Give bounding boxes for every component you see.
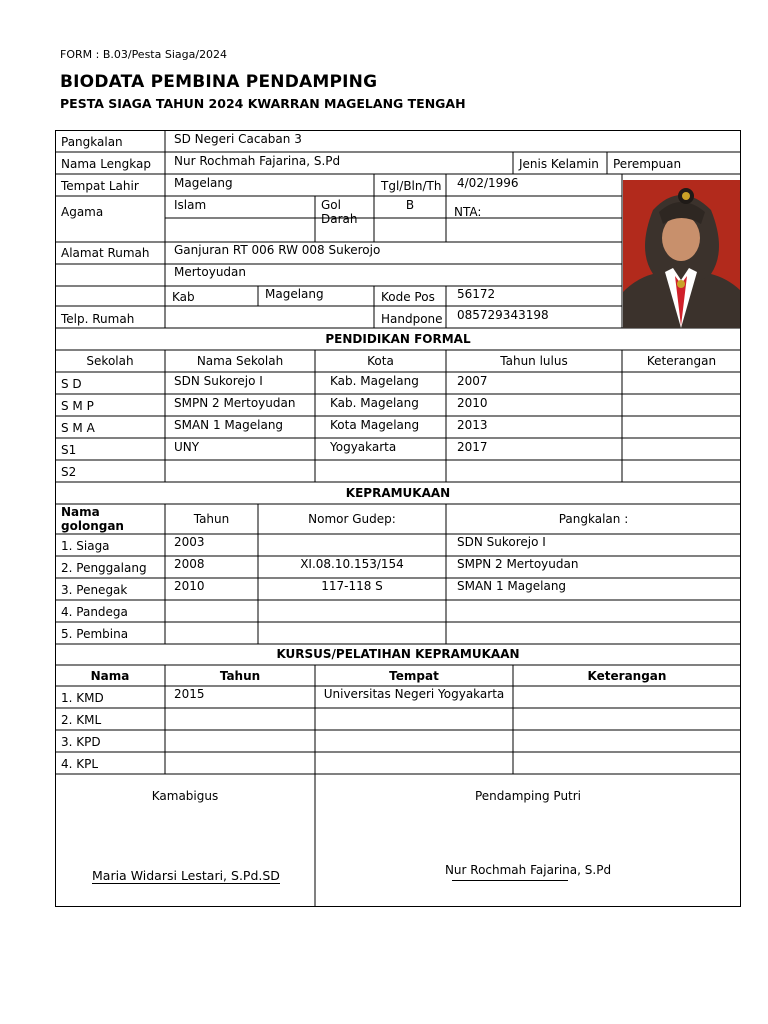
pendidikan-row-sd-year: 2007 (457, 374, 488, 388)
alamat-line-2: Mertoyudan (174, 265, 246, 279)
kursus-header-keterangan: Keterangan (587, 669, 667, 683)
kursus-row-kmd-name: 1. KMD (61, 691, 104, 705)
pendidikan-row-s1-level: S1 (61, 443, 77, 457)
tgl-lahir-value: 4/02/1996 (457, 176, 519, 190)
kab-value: Magelang (265, 287, 324, 301)
kepramukaan-row-penegak-gudep: 117-118 S (321, 579, 383, 593)
biodata-form (55, 130, 741, 907)
kepramukaan-row-siaga-year: 2003 (174, 535, 205, 549)
kepramukaan-row-pandega-name: 4. Pandega (61, 605, 128, 619)
tempat-lahir-label: Tempat Lahir (61, 179, 139, 193)
pendidikan-header-sekolah: Sekolah (86, 354, 134, 368)
kepramukaan-row-siaga-pangkalan: SDN Sukorejo I (457, 535, 546, 549)
gol-darah-value: B (405, 198, 415, 212)
kepramukaan-header-tahun: Tahun (193, 512, 230, 526)
kursus-title: KURSUS/PELATIHAN KEPRAMUKAAN (276, 647, 520, 661)
signature-right-name: Nur Rochmah Fajarina, S.Pd (444, 863, 612, 877)
kepramukaan-row-pembina-name: 5. Pembina (61, 627, 129, 641)
tgl-lahir-label: Tgl/Bln/Th (381, 179, 442, 193)
alamat-label: Alamat Rumah (61, 246, 150, 260)
kepramukaan-row-penggalang-pangkalan: SMPN 2 Mertoyudan (457, 557, 579, 571)
kepramukaan-title: KEPRAMUKAAN (345, 486, 451, 500)
profile-photo (623, 180, 740, 328)
document-subtitle: PESTA SIAGA TAHUN 2024 KWARRAN MAGELANG TENGAH (60, 96, 466, 111)
kepramukaan-row-penegak-year: 2010 (174, 579, 205, 593)
pendidikan-row-sd-level: S D (61, 377, 82, 391)
kursus-header-nama: Nama (90, 669, 130, 683)
kepramukaan-row-penegak-pangkalan: SMAN 1 Magelang (457, 579, 567, 593)
kepramukaan-header-nama: Nama (61, 505, 100, 519)
kursus-row-kmd-year: 2015 (174, 687, 205, 701)
alamat-line-1: Ganjuran RT 006 RW 008 Sukerojo (174, 243, 381, 257)
pangkalan-label: Pangkalan (61, 135, 123, 149)
pendidikan-row-smp-city: Kab. Magelang (330, 396, 419, 410)
jenis-kelamin-value: Perempuan (613, 157, 682, 171)
pendidikan-header-nama: Nama Sekolah (196, 354, 284, 368)
kepramukaan-header-golongan: golongan (61, 519, 124, 533)
signature-right-role: Pendamping Putri (474, 789, 582, 803)
form-code: FORM : B.03/Pesta Siaga/2024 (60, 48, 228, 61)
kepramukaan-row-penggalang-year: 2008 (174, 557, 205, 571)
gol-darah-label: Gol (321, 198, 341, 212)
pendidikan-row-s1-school: UNY (174, 440, 200, 454)
kursus-row-kpd-name: 3. KPD (61, 735, 101, 749)
pendidikan-row-sd-school: SDN Sukorejo I (174, 374, 263, 388)
kursus-row-kmd-place: Universitas Negeri Yogyakarta (323, 687, 505, 701)
kepramukaan-row-penggalang-name: 2. Penggalang (61, 561, 147, 575)
pendidikan-header-keterangan: Keterangan (646, 354, 717, 368)
tempat-lahir-value: Magelang (174, 176, 233, 190)
kode-pos-label: Kode Pos (381, 290, 435, 304)
pendidikan-row-smp-year: 2010 (457, 396, 488, 410)
pendidikan-row-sd-city: Kab. Magelang (330, 374, 419, 388)
kode-pos-value: 56172 (457, 287, 496, 301)
document-title: BIODATA PEMBINA PENDAMPING (60, 72, 378, 92)
pendidikan-header-tahun: Tahun lulus (500, 354, 568, 368)
pendidikan-row-smp-level: S M P (61, 399, 94, 413)
nta-label: NTA: (454, 205, 482, 219)
pendidikan-row-sma-level: S M A (61, 421, 95, 435)
agama-label: Agama (61, 205, 104, 219)
kursus-row-kml-name: 2. KML (61, 713, 102, 727)
gol-darah-label-2: Darah (321, 212, 358, 226)
pangkalan-value: SD Negeri Cacaban 3 (174, 132, 302, 146)
pendidikan-row-s1-city: Yogyakarta (330, 440, 397, 454)
agama-value: Islam (174, 198, 207, 212)
pendidikan-row-smp-school: SMPN 2 Mertoyudan (174, 396, 296, 410)
signature-left-name: Maria Widarsi Lestari, S.Pd.SD (92, 868, 280, 883)
kab-label: Kab (172, 290, 195, 304)
kursus-row-kpl-name: 4. KPL (61, 757, 99, 771)
nama-label: Nama Lengkap (61, 157, 151, 171)
nama-value: Nur Rochmah Fajarina, S.Pd (174, 154, 341, 168)
kursus-header-tempat: Tempat (389, 669, 439, 683)
pendidikan-title: PENDIDIKAN FORMAL (325, 332, 471, 346)
kepramukaan-row-siaga-name: 1. Siaga (61, 539, 110, 553)
signature-right-underline (452, 880, 568, 881)
kursus-header-tahun: Tahun (219, 669, 261, 683)
signature-left-role: Kamabigus (151, 789, 219, 803)
pendidikan-row-sma-city: Kota Magelang (330, 418, 420, 432)
kepramukaan-header-gudep: Nomor Gudep: (308, 512, 396, 526)
kepramukaan-row-penegak-name: 3. Penegak (61, 583, 128, 597)
jenis-kelamin-label: Jenis Kelamin (519, 157, 599, 171)
kepramukaan-row-penggalang-gudep: XI.08.10.153/154 (300, 557, 404, 571)
telp-rumah-label: Telp. Rumah (61, 312, 135, 326)
pendidikan-header-kota: Kota (367, 354, 394, 368)
pendidikan-row-sma-year: 2013 (457, 418, 488, 432)
kepramukaan-header-pangkalan: Pangkalan : (558, 512, 629, 526)
pendidikan-row-sma-school: SMAN 1 Magelang (174, 418, 284, 432)
handphone-value: 085729343198 (457, 308, 549, 322)
handphone-label: Handpone (381, 312, 443, 326)
pendidikan-row-s1-year: 2017 (457, 440, 488, 454)
pendidikan-row-s2-level: S2 (61, 465, 77, 479)
